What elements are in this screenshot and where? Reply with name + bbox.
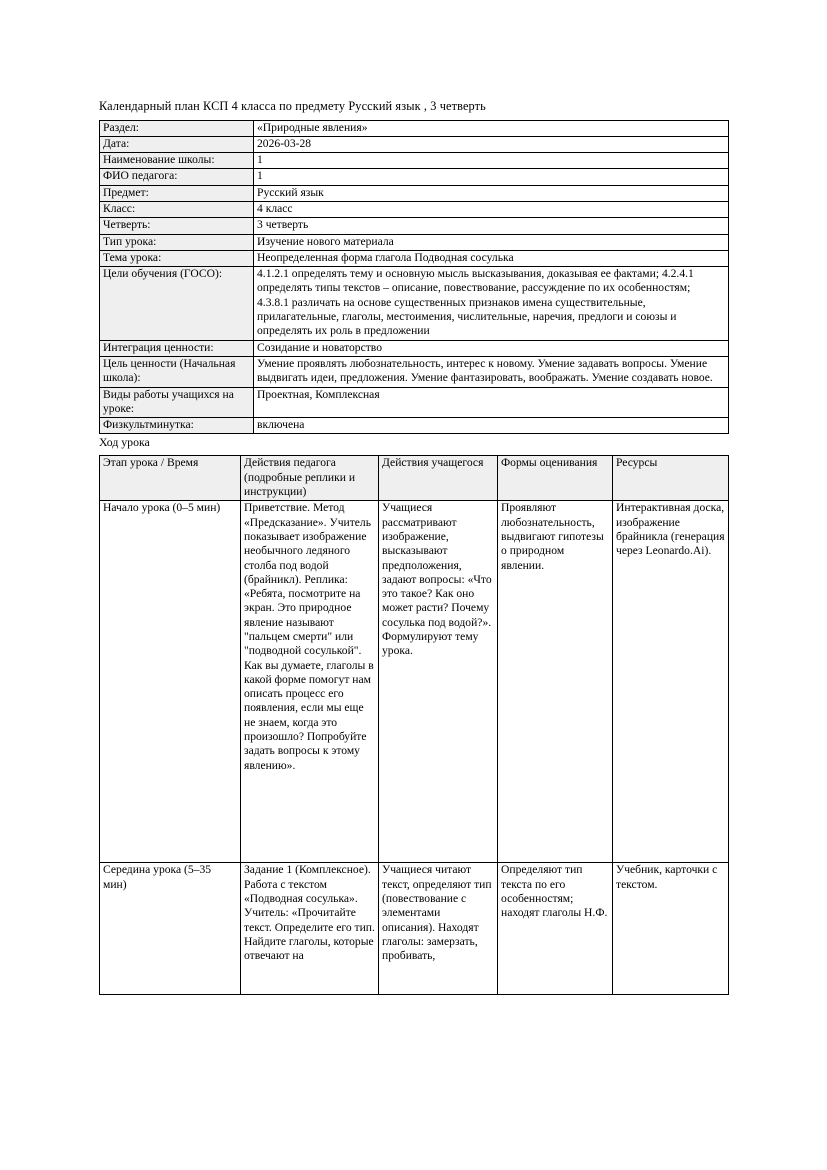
- info-value: Проектная, Комплексная: [254, 387, 729, 418]
- info-value: Изучение нового материала: [254, 234, 729, 250]
- info-label: Цель ценности (Начальная школа):: [100, 356, 254, 387]
- table-row: [100, 153, 729, 169]
- info-label: Раздел:: [100, 120, 254, 136]
- info-label: Дата:: [100, 136, 254, 152]
- document-content: [99, 99, 728, 995]
- info-label: Виды работы учащихся на уроке:: [100, 387, 254, 418]
- page-title: Календарный план КСП 4 класса по предмету Русский язык , 3 четверть: [99, 99, 486, 113]
- table-row: [100, 250, 729, 266]
- info-label: Физкультминутка:: [100, 418, 254, 434]
- info-label: Цели обучения (ГОСО):: [100, 267, 254, 340]
- info-value: «Природные явления»: [254, 120, 729, 136]
- cell-teacher-actions: Приветствие. Метод «Предсказание». Учитель показывает изображение необычного ледяного столба под водой (брайникл). Реплика: «Ребята, посмотрите на экран. Это природное явление называют "пальцем смерти" или "подводной сосулькой". Как вы думаете, глаголы в какой форме помогут нам описать процесс его появления, если мы еще не знаем, когда это произошло? Попробуйте задать вопросы к этому явлению».: [241, 501, 379, 863]
- info-label: Класс:: [100, 201, 254, 217]
- info-value: Созидание и новаторство: [254, 340, 729, 356]
- lesson-info-table: [99, 120, 729, 435]
- column-header-assessment: Формы оценивания: [498, 456, 613, 501]
- info-value: 1: [254, 153, 729, 169]
- cell-assessment: Определяют тип текста по его особенностям; находят глаголы Н.Ф.: [498, 863, 613, 995]
- cell-resources: Интерактивная доска, изображение брайникла (генерация через Leonardo.Ai).: [613, 501, 729, 863]
- info-value: 4 класс: [254, 201, 729, 217]
- table-row: [100, 387, 729, 418]
- lesson-flow-body: [100, 501, 729, 995]
- info-value: 1: [254, 169, 729, 185]
- column-header-student-actions: Действия учащегося: [379, 456, 498, 501]
- table-row: [100, 863, 729, 995]
- info-label: Четверть:: [100, 218, 254, 234]
- cell-stage: Начало урока (0–5 мин): [100, 501, 241, 863]
- info-value: Русский язык: [254, 185, 729, 201]
- cell-student-actions: Учащиеся читают текст, определяют тип (повествование с элементами описания). Находят глаголы: замерзать, пробивать,: [379, 863, 498, 995]
- info-label: Тип урока:: [100, 234, 254, 250]
- cell-assessment: Проявляют любознательность, выдвигают гипотезы о природном явлении.: [498, 501, 613, 863]
- info-label: Тема урока:: [100, 250, 254, 266]
- cell-stage: Середина урока (5–35 мин): [100, 863, 241, 995]
- cell-teacher-actions: Задание 1 (Комплексное). Работа с текстом «Подводная сосулька». Учитель: «Прочитайте текст. Определите его тип. Найдите глаголы, которые отвечают на: [241, 863, 379, 995]
- info-label: Предмет:: [100, 185, 254, 201]
- lesson-flow-table: [99, 455, 729, 995]
- column-header-resources: Ресурсы: [613, 456, 729, 501]
- table-row: [100, 169, 729, 185]
- cell-resources: Учебник, карточки с текстом.: [613, 863, 729, 995]
- column-header-teacher-actions: Действия педагога (подробные реплики и инструкции): [241, 456, 379, 501]
- table-header-row: [100, 456, 729, 501]
- info-value: включена: [254, 418, 729, 434]
- table-row: [100, 340, 729, 356]
- lesson-info-body: [100, 120, 729, 434]
- info-value: 4.1.2.1 определять тему и основную мысль высказывания, доказывая ее фактами; 4.2.4.1 определять типы текстов – описание, повествование, рассуждение по их особенностям; 4.3.8.1 различать на основе существенных признаков имена существительные, прилагательные, глаголы, местоимения, числительные, наречия, предлоги и союзы и определять их роль в предложении: [254, 267, 729, 340]
- section-heading-lesson-flow: Ход урока: [99, 435, 150, 450]
- info-label: Интеграция ценности:: [100, 340, 254, 356]
- table-row: [100, 267, 729, 340]
- table-row: [100, 120, 729, 136]
- info-label: Наименование школы:: [100, 153, 254, 169]
- table-row: [100, 218, 729, 234]
- info-value: 2026-03-28: [254, 136, 729, 152]
- cell-student-actions: Учащиеся рассматривают изображение, высказывают предположения, задают вопросы: «Что это такое? Как оно может расти? Почему сосулька под водой?». Формулируют тему урока.: [379, 501, 498, 863]
- lesson-flow-head: [100, 456, 729, 501]
- table-row: [100, 136, 729, 152]
- column-header-stage: Этап урока / Время: [100, 456, 241, 501]
- table-row: [100, 201, 729, 217]
- info-value: Неопределенная форма глагола Подводная сосулька: [254, 250, 729, 266]
- info-value: Умение проявлять любознательность, интерес к новому. Умение задавать вопросы. Умение выдвигать идеи, предложения. Умение фантазировать, воображать. Умение создавать новое.: [254, 356, 729, 387]
- table-row: [100, 501, 729, 863]
- table-row: [100, 234, 729, 250]
- table-row: [100, 418, 729, 434]
- info-value: 3 четверть: [254, 218, 729, 234]
- info-label: ФИО педагога:: [100, 169, 254, 185]
- table-row: [100, 356, 729, 387]
- table-row: [100, 185, 729, 201]
